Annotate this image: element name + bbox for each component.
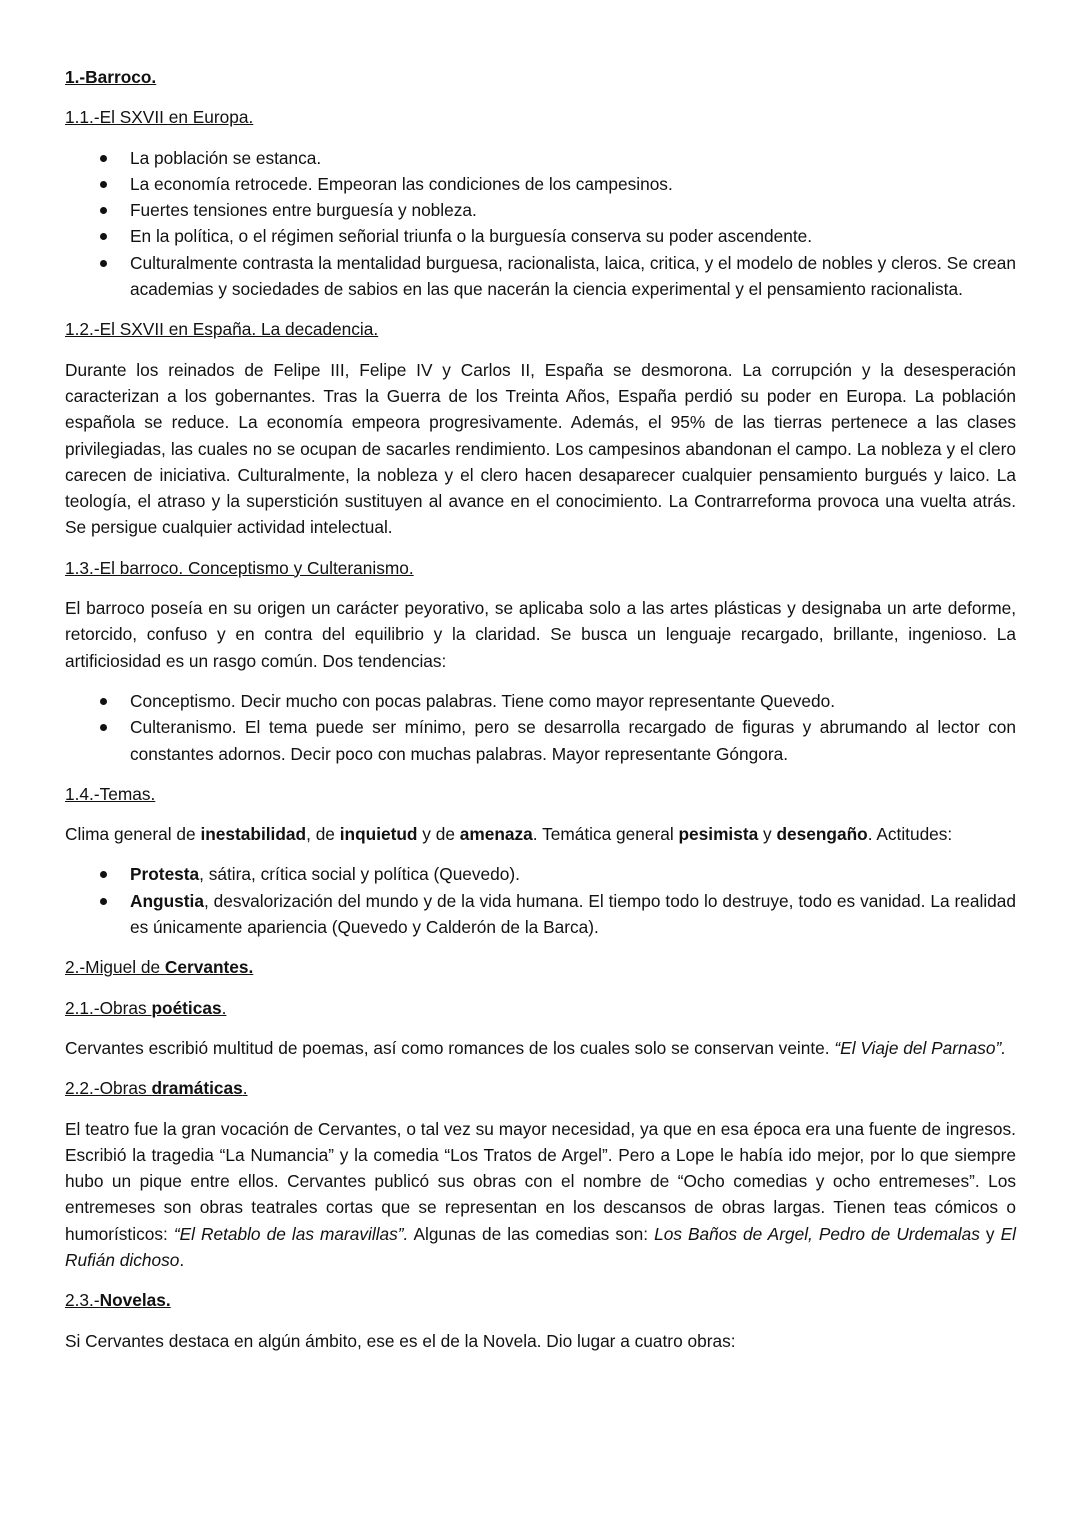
heading-conceptismo-culteranismo: 1.3.-El barroco. Conceptismo y Culteranismo. xyxy=(65,557,414,578)
heading-barroco: 1.-Barroco. xyxy=(65,67,157,87)
paragraph-obras-poeticas: Cervantes escribió multitud de poemas, así como romances de los cuales solo se conservan veinte. “El Viaje del Parnaso”. xyxy=(65,1037,1007,1058)
bullet-list-europa xyxy=(65,145,1016,303)
bullet-list-tendencias xyxy=(65,688,1016,767)
bullet-icon xyxy=(100,698,107,705)
heading-sxvii-europa: 1.1.-El SXVII en Europa. xyxy=(65,107,254,128)
bullet-icon xyxy=(100,233,107,240)
bullet-icon xyxy=(100,871,107,878)
bullet-icon xyxy=(100,260,107,267)
list-item: Culteranismo. El tema puede ser mínimo, pero se desarrolla recargado de figuras y abrumando al lector con constantes adornos. Decir poco con muchas palabras. Mayor representante Góngora. xyxy=(65,714,1016,767)
paragraph-barroco: El barroco poseía en su origen un carácter peyorativo, se aplicaba solo a las artes plásticas y designaba un arte deforme, retorcido, confuso y en contra del equilibrio y la claridad. Se busca un lenguaje recargado, brillante, ingenioso. La artificiosidad es un rasgo común. Dos tendencias: xyxy=(65,598,1016,671)
paragraph-temas: Clima general de inestabilidad, de inquietud y de amenaza. Temática general pesimista y desengaño. Actitudes: xyxy=(65,824,953,845)
paragraph-novelas: Si Cervantes destaca en algún ámbito, ese es el de la Novela. Dio lugar a cuatro obras: xyxy=(65,1330,736,1351)
bullet-icon xyxy=(100,898,107,905)
list-item: Culturalmente contrasta la mentalidad burguesa, racionalista, laica, critica, y el modelo de nobles y cleros. Se crean academias y sociedades de sabios en las que nacerán la ciencia experimental y el pensamiento racionalista. xyxy=(65,250,1016,303)
list-item: Angustia, desvalorización del mundo y de la vida humana. El tiempo todo lo destruye, todo es vanidad. La realidad es únicamente apariencia (Quevedo y Calderón de la Barca). xyxy=(65,888,1016,941)
bullet-icon xyxy=(100,155,107,162)
heading-obras-dramaticas: 2.2.-Obras dramáticas. xyxy=(65,1078,248,1099)
bullet-icon xyxy=(100,207,107,214)
paragraph-obras-dramaticas: El teatro fue la gran vocación de Cervantes, o tal vez su mayor necesidad, ya que en esa época era una fuente de ingresos. Escribió la tragedia “La Numancia” y la comedia “Los Tratos de Argel”. Pero a Lope le había ido mejor, por lo que siempre hubo un pique entre ellos. Cervantes publicó sus obras con el nombre de “Ocho comedias y ocho entremeses”. Los entremeses son obras teatrales cortas que se representan en los descansos de obras largas. Tienen teas cómicos o humorísticos: “El Retablo de las maravillas”. Algunas de las comedias son: Los Baños de Argel, Pedro de Urdemalas y El Rufián dichoso. xyxy=(65,1118,1016,1270)
list-item: Protesta, sátira, crítica social y política (Quevedo). xyxy=(65,861,1016,887)
heading-novelas: 2.3.-Novelas. xyxy=(65,1290,171,1311)
list-item: En la política, o el régimen señorial triunfa o la burguesía conserva su poder ascendente. xyxy=(65,223,1016,249)
list-item: Conceptismo. Decir mucho con pocas palabras. Tiene como mayor representante Quevedo. xyxy=(65,688,1016,714)
bullet-icon xyxy=(100,181,107,188)
heading-sxvii-espana: 1.2.-El SXVII en España. La decadencia. xyxy=(65,319,379,340)
heading-cervantes: 2.-Miguel de Cervantes. xyxy=(65,957,254,978)
bullet-icon xyxy=(100,724,107,731)
heading-temas: 1.4.-Temas. xyxy=(65,783,156,804)
list-item: La economía retrocede. Empeoran las condiciones de los campesinos. xyxy=(65,171,1016,197)
list-item: La población se estanca. xyxy=(65,145,1016,171)
bullet-list-actitudes xyxy=(65,861,1016,940)
paragraph-decadencia: Durante los reinados de Felipe III, Felipe IV y Carlos II, España se desmorona. La corrupción y la desesperación caracterizan a los gobernantes. Tras la Guerra de los Treinta Años, España perdió su poder en Europa. La población española se reduce. La economía empeora progresivamente. Además, el 95% de las tierras pertenece a las clases privilegiadas, las cuales no se ocupan de sacarles rendimiento. Los campesinos abandonan el campo. La nobleza y el clero carecen de iniciativa. Culturalmente, la nobleza y el clero hacen desaparecer cualquier pensamiento burgués y laico. La teología, el atraso y la superstición sustituyen al avance en el conocimiento. La Contrarreforma provoca una vuelta atrás. Se persigue cualquier actividad intelectual. xyxy=(65,359,1016,538)
list-item: Fuertes tensiones entre burguesía y nobleza. xyxy=(65,197,1016,223)
heading-obras-poeticas: 2.1.-Obras poéticas. xyxy=(65,997,227,1018)
